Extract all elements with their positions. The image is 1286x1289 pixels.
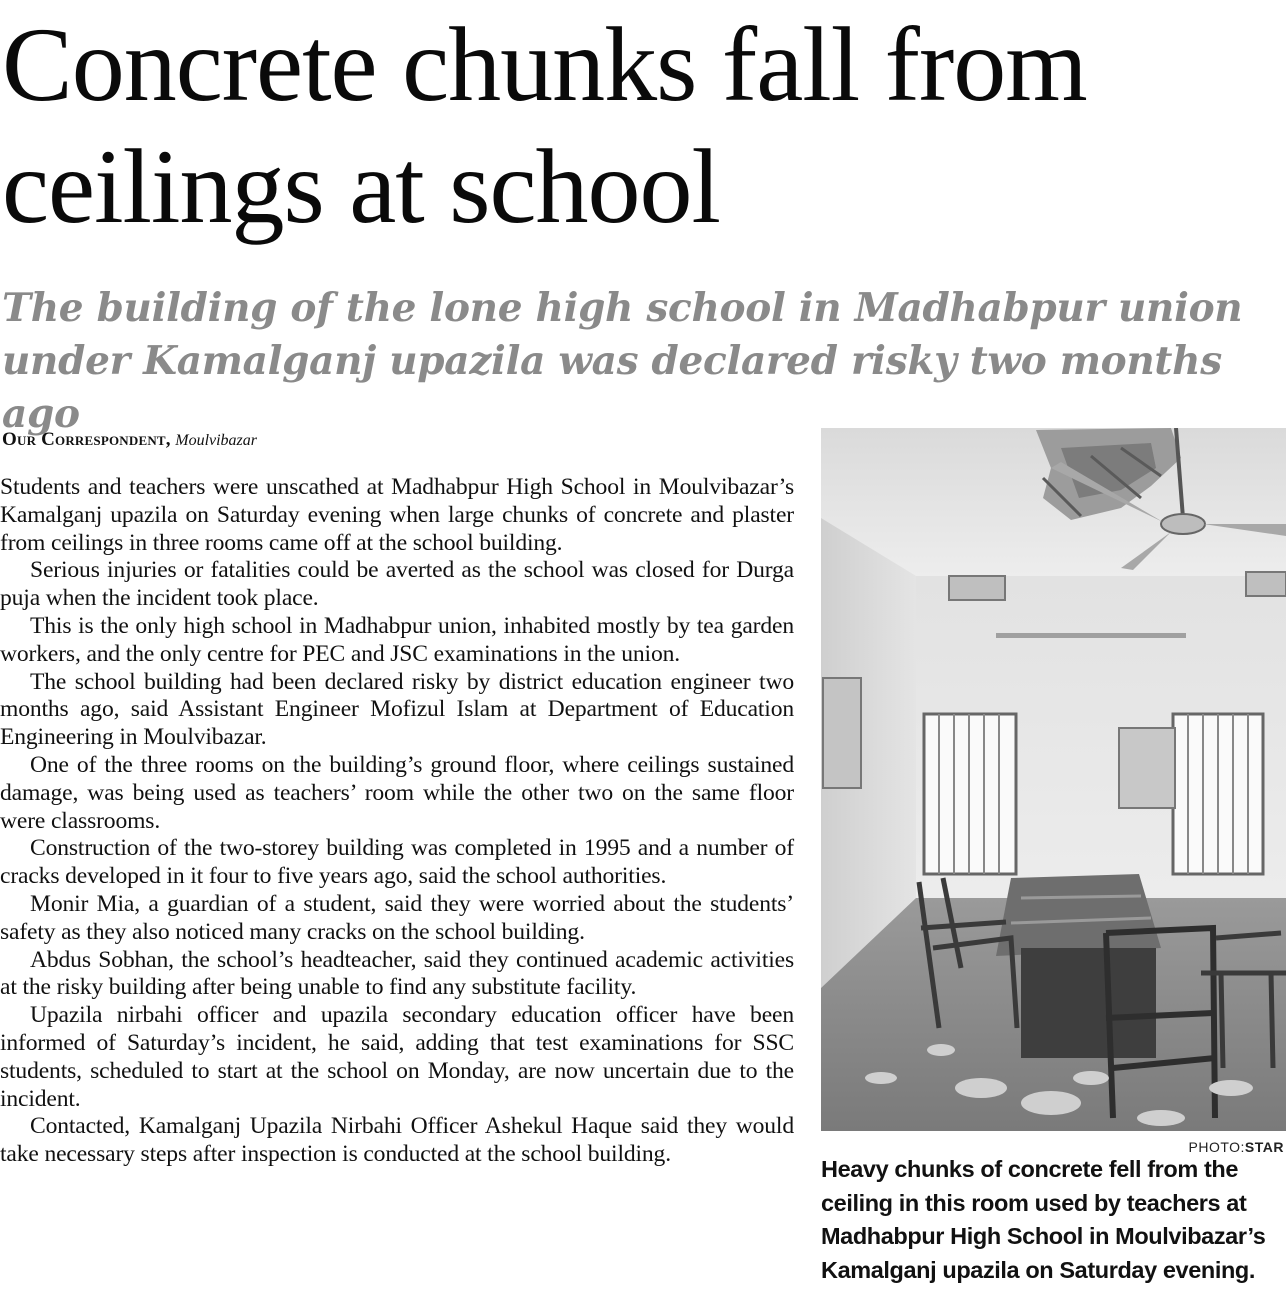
paragraph: This is the only high school in Madhabpur union, inhabited mostly by tea garden workers, and the only centre for PEC and JSC examinations in the union. (0, 612, 794, 667)
paragraph: One of the three rooms on the building’s ground floor, where ceilings sustained damage, was being used as teachers’ room while the other two on the same floor were classrooms. (0, 751, 794, 834)
paragraph: Upazila nirbahi officer and upazila secondary education officer have been informed of Saturday’s incident, he said, adding that test examinations for SSC students, scheduled to start at the school on Monday, are now uncertain due to the incident. (0, 1002, 794, 1112)
photo-credit-source: STAR (1244, 1139, 1284, 1155)
news-photo (821, 428, 1286, 1131)
photo-caption: Heavy chunks of concrete fell from the ceiling in this room used by teachers at Madhabpur High School in Moulvibazar’s Kamalganj upazila on Saturday evening. (821, 1156, 1266, 1283)
paragraph: Monir Mia, a guardian of a student, said they were worried about the students’ safety as they also noticed many cracks on the school building. (0, 890, 794, 945)
paragraph: Contacted, Kamalganj Upazila Nirbahi Officer Ashekul Haque said they would take necessary steps after inspection is conducted at the school building. (0, 1113, 794, 1168)
photo-credit-label: PHOTO: (1188, 1139, 1245, 1155)
paragraph: Abdus Sobhan, the school’s headteacher, said they continued academic activities at the risky building after being unable to find any substitute facility. (0, 946, 794, 1001)
headline: Concrete chunks fall from ceilings at school (2, 6, 1087, 245)
paragraph: Serious injuries or fatalities could be averted as the school was closed for Durga puja when the incident took place. (0, 557, 794, 612)
tube-light (996, 633, 1186, 638)
byline (2, 428, 257, 452)
article-body (0, 474, 794, 1169)
wall-vent (1246, 572, 1286, 596)
window-left (924, 714, 1016, 874)
paragraph: Construction of the two-storey building was completed in 1995 and a number of cracks developed in it four to five years ago, said the school authorities. (0, 835, 794, 890)
classroom-damage-illustration (821, 428, 1286, 1131)
byline-location: Moulvibazar (175, 432, 258, 449)
subheadline: The building of the lone high school in Madhabpur union under Kamalganj upazila was declared risky two months ago (2, 285, 1243, 437)
paragraph: The school building had been declared risky by district education engineer two months ago, said Assistant Engineer Mofizul Islam at Department of Education Engineering in Moulvibazar. (0, 668, 794, 751)
byline-author: Our Correspondent, (2, 429, 171, 450)
wall-poster (1119, 728, 1175, 808)
wall-poster (823, 678, 861, 788)
wall-vent (949, 576, 1005, 600)
paragraph: Students and teachers were unscathed at Madhabpur High School in Moulvibazar’s Kamalganj upazila on Saturday evening when large chunks of concrete and plaster from ceilings in three rooms came off at the school building. (0, 474, 794, 556)
window-right (1173, 714, 1263, 874)
